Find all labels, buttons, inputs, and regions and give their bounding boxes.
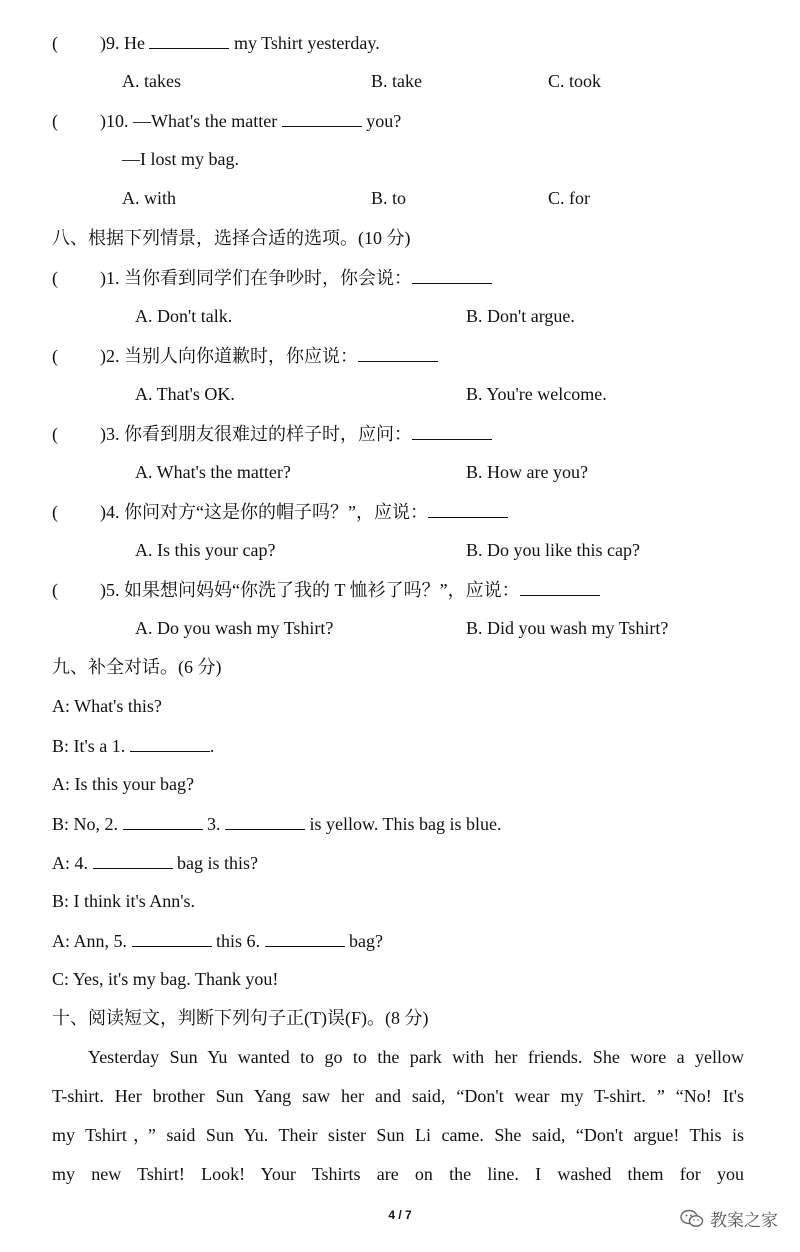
answer-blank [130, 733, 210, 752]
q10-line: ( )10. —What's the matter you? [52, 108, 401, 133]
answer-blank [428, 499, 508, 518]
page-number: 4 / 7 [388, 1208, 412, 1222]
s8-q5-option-b: B. Did you wash my Tshirt? [466, 618, 669, 638]
q9-option-a: A. takes [122, 71, 181, 91]
answer-blank [265, 928, 345, 947]
answer-paren: ( [52, 33, 58, 53]
answer-paren: ( [52, 111, 58, 131]
s8-q2-option-a: A. That's OK. [135, 384, 235, 404]
q10-option-c: C. for [548, 188, 590, 208]
dialogue-line: B: It's a 1. . [52, 733, 214, 758]
dialogue-line: A: Is this your bag? [52, 774, 194, 794]
answer-blank [225, 811, 305, 830]
dialogue-line: A: Ann, 5. this 6. bag? [52, 928, 383, 953]
passage-line: my Tshirt，” said Sun Yu. Their sister Sun Li came. She said, “Don't argue! This is [52, 1125, 744, 1145]
passage-line: T-shirt. Her brother Sun Yang saw her and said, “Don't wear my T-shirt. ” “No! It's [52, 1086, 744, 1106]
dialogue-line: A: 4. bag is this? [52, 850, 258, 875]
section-8-heading: 八、根据下列情景，选择合适的选项。(10 分) [52, 228, 411, 248]
s8-q3-option-b: B. How are you? [466, 462, 588, 482]
q10-option-a: A. with [122, 188, 176, 208]
answer-blank [123, 811, 203, 830]
s8-q1-option-a: A. Don't talk. [135, 306, 233, 326]
s8-q4-option-a: A. Is this your cap? [135, 540, 276, 560]
section-10-heading: 十、阅读短文，判断下列句子正(T)误(F)。(8 分) [52, 1008, 429, 1028]
answer-blank [93, 850, 173, 869]
q10-option-b: B. to [371, 188, 407, 208]
s8-q2-line: ( )2. 当别人向你道歉时，你应说： [52, 343, 438, 368]
q9-option-c: C. took [548, 71, 602, 91]
section-9-heading: 九、补全对话。(6 分) [52, 657, 222, 677]
passage-line: my new Tshirt! Look! Your Tshirts are on the line. I washed them for you [52, 1164, 744, 1184]
s8-q4-line: ( )4. 你问对方“这是你的帽子吗？”，应说： [52, 499, 508, 524]
dialogue-line: B: No, 2. 3. is yellow. This bag is blue. [52, 811, 502, 836]
answer-blank [149, 30, 229, 49]
s8-q2-option-b: B. You're welcome. [466, 384, 607, 404]
dialogue-line: A: What's this? [52, 696, 162, 716]
answer-blank [412, 265, 492, 284]
q9-line: ( )9. He my Tshirt yesterday. [52, 30, 380, 55]
answer-blank [132, 928, 212, 947]
q10-reply: —I lost my bag. [122, 149, 239, 169]
s8-q3-option-a: A. What's the matter? [135, 462, 291, 482]
s8-q3-line: ( )3. 你看到朋友很难过的样子时，应问： [52, 421, 492, 446]
s8-q1-option-b: B. Don't argue. [466, 306, 575, 326]
answer-blank [282, 108, 362, 127]
answer-blank [358, 343, 438, 362]
s8-q4-option-b: B. Do you like this cap? [466, 540, 640, 560]
dialogue-line: C: Yes, it's my bag. Thank you! [52, 969, 279, 989]
dialogue-line: B: I think it's Ann's. [52, 891, 196, 911]
q9-option-b: B. take [371, 71, 422, 91]
answer-blank [412, 421, 492, 440]
s8-q5-option-a: A. Do you wash my Tshirt? [135, 618, 334, 638]
passage-line: Yesterday Sun Yu wanted to go to the park with her friends. She wore a yellow [88, 1047, 744, 1067]
watermark-text: 教案之家 [710, 1211, 778, 1231]
answer-blank [520, 577, 600, 596]
wechat-icon [680, 1209, 704, 1229]
s8-q1-line: ( )1. 当你看到同学们在争吵时，你会说： [52, 265, 492, 290]
s8-q5-line: ( )5. 如果想问妈妈“你洗了我的 T 恤衫了吗？”，应说： [52, 577, 600, 602]
watermark [680, 1206, 778, 1231]
